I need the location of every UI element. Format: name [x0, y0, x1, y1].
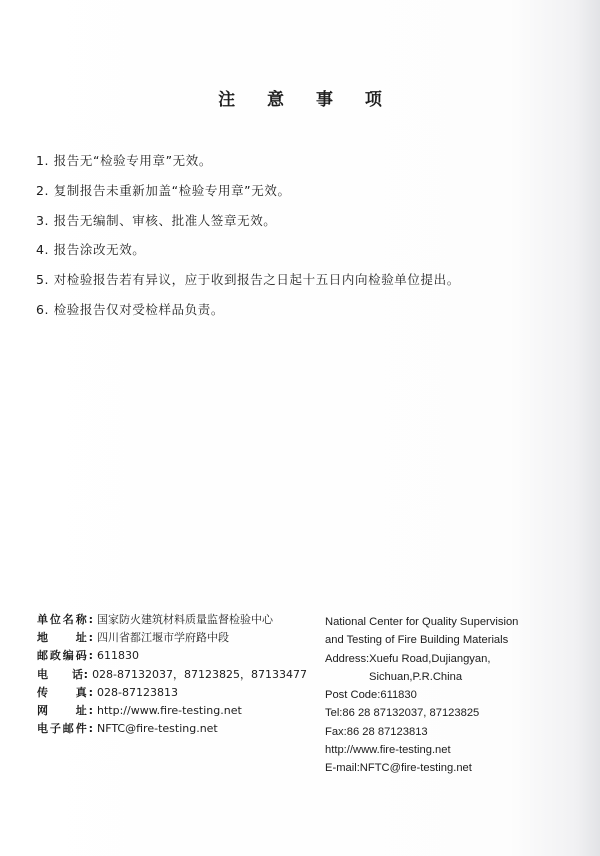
contact-label: 电子邮件:	[37, 722, 93, 736]
notice-item: 3. 报告无编制、审核、批准人签章无效。	[36, 212, 277, 228]
contact-row-email	[37, 720, 307, 738]
contact-row-postcode	[37, 647, 307, 665]
notice-item: 5. 对检验报告若有异议，应于收到报告之日起十五日内向检验单位提出。	[36, 272, 460, 288]
address-line1: Address:Xuefu Road,Dujiangyan,	[325, 652, 491, 665]
contact-value: 国家防火建筑材料质量监督检验中心	[97, 613, 273, 626]
contact-row-website	[37, 702, 307, 720]
organization-name-line1: National Center for Quality Supervision	[325, 616, 519, 628]
website: http://www.fire-testing.net	[325, 744, 451, 757]
telephone: Tel:86 28 87132037, 87123825	[325, 707, 480, 720]
contact-label: 单位名称:	[37, 613, 93, 626]
contact-label: 邮政编码:	[37, 649, 93, 663]
contact-label: 传 真:	[37, 685, 93, 699]
notice-item: 2. 复制报告未重新加盖“检验专用章”无效。	[36, 182, 291, 198]
contact-label: 电 话:	[37, 667, 89, 681]
contact-label: 地 址:	[37, 631, 93, 645]
contact-value: http://www.fire-testing.net	[97, 703, 242, 717]
contact-row-address	[37, 629, 307, 647]
contact-value: NFTC@fire-testing.net	[97, 722, 218, 736]
post-code: Post Code:611830	[325, 689, 417, 702]
contact-value: 028-87132037，87123825，87133477	[92, 667, 307, 681]
contact-value: 028-87123813	[97, 685, 178, 699]
contact-row-organization	[37, 611, 307, 629]
page-title: 注 意 事 项	[218, 90, 395, 110]
fax: Fax:86 28 87123813	[325, 725, 428, 738]
contact-row-phone	[37, 666, 307, 684]
organization-name-line2: and Testing of Fire Building Materials	[325, 634, 509, 647]
contact-label: 网 址:	[37, 703, 93, 717]
contact-info-english	[325, 613, 575, 778]
contact-value: 四川省都江堰市学府路中段	[97, 631, 229, 645]
notice-item: 6. 检验报告仅对受检样品负责。	[36, 301, 225, 317]
address-line2: Sichuan,P.R.China	[369, 670, 463, 683]
notice-item: 4. 报告涂改无效。	[36, 242, 146, 258]
contact-value: 611830	[97, 649, 139, 663]
contact-info-chinese	[37, 611, 307, 738]
email: E-mail:NFTC@fire-testing.net	[325, 762, 472, 775]
notice-item: 1. 报告无“检验专用章”无效。	[36, 153, 212, 168]
notice-list	[36, 146, 576, 325]
contact-row-fax	[37, 684, 307, 702]
